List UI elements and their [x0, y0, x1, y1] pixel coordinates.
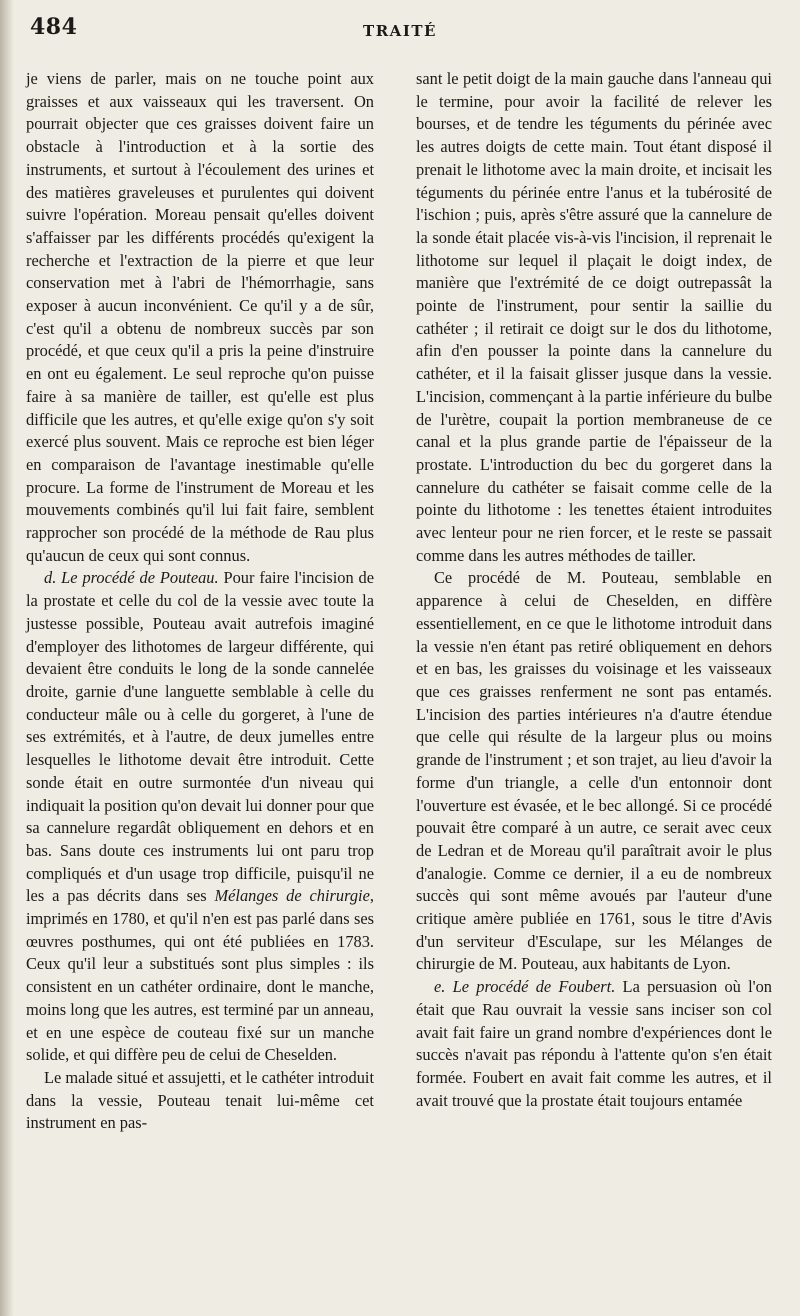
section-label-pouteau: d. Le procédé de Pouteau. — [44, 568, 219, 588]
book-title-melanges: Mélanges de chirurgie — [214, 886, 370, 906]
right-paragraph-2: Ce procédé de M. Pouteau, semblable en apparence à celui de Cheselden, en diffère essentiellement, en ce que le lithotome introduit dans la vessie n'en étant pas retiré obliquement en dehors et en bas, les graisses du voisinage et les vaisseaux que ces graisses renferment ne sont pas entamés. L'incision des parties intérieures n'a d'autre étendue que celle qui résulte de la largeur plus ou moins grande de l'instrument ; et son trajet, au lieu d'avoir la forme d'un triangle, a celle d'un entonnoir dont l'ouverture est évasée, et le bec allongé. Si ce procédé pouvait être comparé à un autre, ce serait avec ceux de Ledran et de Moreau qu'il paraîtrait avoir le plus d'analogie. Comme ce dernier, il a eu de nombreux succès qui sont même avoués par l'auteur d'une critique amère publiée en 1761, sous le titre d'Avis d'un serviteur d'Esculape, sur les Mélanges de chirurgie de M. Pouteau, aux habitants de Lyon. — [416, 568, 772, 974]
left-paragraph-3: Le malade situé et assujetti, et le cathéter introduit dans la vessie, Pouteau tenait lui-même cet instrument en pas- — [26, 1067, 374, 1133]
running-head: TRAITÉ — [363, 22, 437, 40]
left-paragraph-1: je viens de parler, mais on ne touche point aux graisses et aux vaisseaux qui les traversent. On pourrait objecter que ces graisses doivent faire un obstacle à l'introduction et à la sortie des instruments, et surtout à l'écoulement des urines et des matières graveleuses et purulentes qui doivent suivre l'opération. Moreau pensait qu'elles doivent s'affaisser par les différents procédés qu'exigent la recherche et l'extraction de la pierre et que leur conservation met à l'abri de l'hémorrhagie, sans exposer à aucun inconvénient. Ce qu'il y a de sûr, c'est qu'il a obtenu de nombreux succès par son procédé, et que ceux qu'il a pris la peine d'instruire en ont eu également. Le seul reproche qu'on puisse faire à sa manière de tailler, est qu'elle est plus difficile que les autres, et qu'elle exige qu'on s'y soit exercé plus souvent. Mais ce reproche est bien léger en comparaison de l'avantage inestimable qu'elle procure. La forme de l'instrument de Moreau et les mouvements combinés qu'il lui fait faire, semblent rapprocher son procédé de la méthode de Rau plus qu'aucun de ceux qui sont connus. — [26, 69, 374, 565]
page-number: 484 — [30, 14, 78, 40]
section-label-foubert: e. Le procédé de Foubert. — [434, 977, 616, 997]
right-paragraph-3 — [416, 976, 772, 1112]
right-paragraph-3-text: La persuasion où l'on était que Rau ouvrait la vessie sans inciser son col avait fait faire un grand nombre d'expériences dont le succès n'avait pas répondu à l'attente qu'on s'en était formée. Foubert en avait fait comme les autres, et il avait trouvé que la prostate était toujours entamée — [416, 977, 772, 1110]
right-column — [416, 68, 772, 1112]
right-paragraph-1: sant le petit doigt de la main gauche dans l'anneau qui le termine, pour avoir la facilité de relever les bourses, et de tendre les téguments du périnée avec les autres doigts de cette main. Tout étant disposé il prenait le lithotome avec la main droite, et incisait les téguments du périnée entre l'anus et la tubérosité de l'ischion ; puis, après s'être assuré que la cannelure de la sonde était placée vis-à-vis l'incision, il reprenait le lithotome sur lequel il plaçait le doigt index, de manière que l'extrémité de ce doigt outrepassât la pointe de l'instrument, pour sentir la saillie du cathéter ; il retirait ce doigt sur le dos du lithotome, afin d'en pousser la pointe dans la cannelure du cathéter, et il la faisait glisser jusque dans la vessie. L'incision, commençant à la partie inférieure du bulbe de l'urètre, coupait la portion membraneuse de ce canal et la plus grande partie de l'épaisseur de la prostate. L'introduction du bec du gorgeret dans la cannelure du cathéter se faisait comme celle de la pointe du lithotome : les tenettes étaient introduites avec lenteur pour ne rien forcer, et le reste se passait comme dans les autres méthodes de tailler. — [416, 69, 772, 565]
left-column — [26, 68, 374, 1135]
scan-page-edge — [0, 0, 14, 1316]
left-paragraph-2-text: Pour faire l'incision de la prostate et celle du col de la vessie avec toute la justesse possible, Pouteau avait autrefois imaginé d'employer des lithotomes de largeur différente, qui devaient être conduits le long de la sonde cannelée droite, garnie d'une languette semblable à celle du conducteur mâle ou à celle du gorgeret, à l'une de ses extrémités, et à l'autre, de deux jumelles entre lesquelles le lithotome devait être introduit. Cette sonde était en outre surmontée d'un niveau qui indiquait la position qu'on devait lui donner pour que sa cannelure regardât obliquement en dehors et en bas. Sans doute ces instruments lui ont paru trop compliqués et d'un usage trop difficile, puisqu'il ne les a pas décrits dans ses — [26, 568, 375, 906]
left-paragraph-2 — [26, 567, 374, 1066]
left-paragraph-2-end: , imprimés en 1780, et qu'il n'en est pas parlé dans ses œuvres posthumes, qui ont été publiées en 1783. Ceux qu'il leur a substitués sont plus simples : ils consistent en un cathéter ordinaire, dont le manche, moins long que les autres, est terminé par un anneau, et en une espèce de couteau fixé sur un manche solide, et qui diffère peu de celui de Cheselden. — [26, 886, 374, 1065]
